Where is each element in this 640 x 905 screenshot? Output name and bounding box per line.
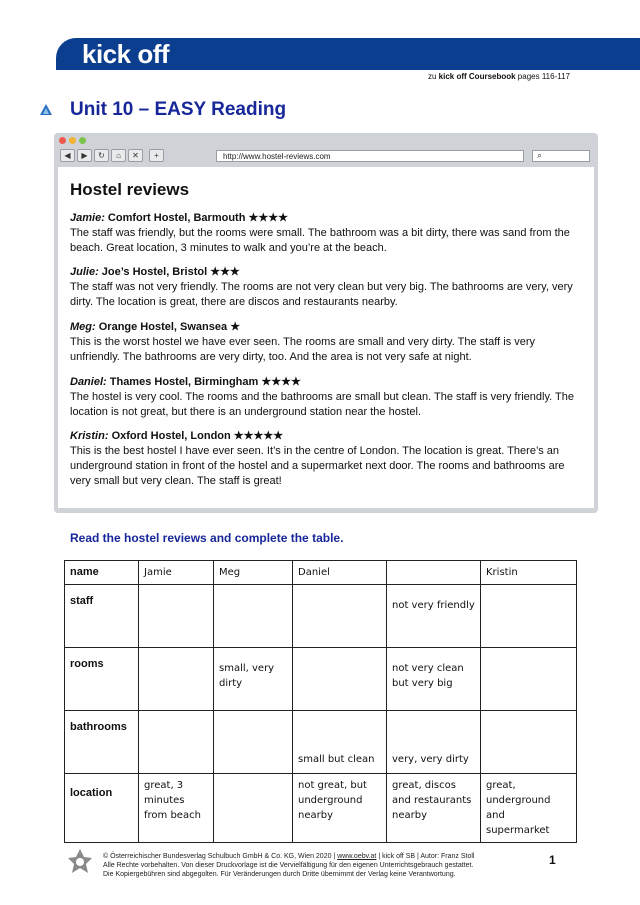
review-daniel: Daniel: Thames Hostel, Birmingham ★★★★ The hostel is very cool. The rooms and the bathrooms are small but clean. The staff is very friendly. The location is not great, but there is an underground station near the hostel. [70,376,575,418]
table-cell: great, underground and supermarket [481,774,577,843]
table-row [65,711,577,774]
review-jamie: Jamie: Comfort Hostel, Barmouth ★★★★ The staff was friendly, but the rooms were small. The bathroom was a bit dirty, there was sand from the beach. Great location, 3 minutes to walk and you’re at the beach. [70,212,570,254]
table-header-cell: Daniel [293,561,387,585]
table-row [65,648,577,711]
table-row [65,774,577,843]
table-header-row [65,561,577,585]
review-table [64,560,577,843]
review-kristin: Kristin: Oxford Hostel, London ★★★★★ This is the best hostel I have ever seen. It’s in the centre of London. The location is great. There’s an underground station in front of the hostel and a supermarket next door. The rooms and bathrooms are very small but very clean. The staff is great! [70,430,565,487]
reload-icon[interactable]: ↻ [94,149,109,162]
table-cell[interactable] [214,711,293,774]
browser-nav-buttons [60,149,164,162]
minimize-window-icon[interactable] [69,137,76,144]
table-header-cell: Meg [214,561,293,585]
star-rating: ★★★★★ [233,430,284,442]
add-tab-icon[interactable]: + [149,149,164,162]
home-icon[interactable]: ⌂ [111,149,126,162]
table-cell[interactable] [139,648,214,711]
table-cell[interactable] [139,711,214,774]
table-cell: great, 3 minutes from beach [139,774,214,843]
url-text: http://www.hostel-reviews.com [223,152,331,161]
table-cell[interactable] [139,585,214,648]
review-meg: Meg: Orange Hostel, Swansea ★ This is the worst hostel we have ever seen. The rooms are small and very dirty. The staff is very unfriendly. The bathrooms are very dirty, too. And the area is not very safe at night. [70,321,536,363]
table-cell: not great, but underground nearby [293,774,387,843]
back-icon[interactable]: ◀ [60,149,75,162]
row-label: location [65,774,139,843]
table-cell: not very friendly [387,585,481,648]
page-number: 1 [549,853,556,867]
triangle-logo-icon [40,104,52,116]
maximize-window-icon[interactable] [79,137,86,144]
table-cell[interactable] [481,648,577,711]
table-cell: small but clean [293,711,387,774]
table-cell[interactable] [293,648,387,711]
star-rating: ★★★★ [261,376,301,388]
footer-legal: © Österreichischer Bundesverlag Schulbuch GmbH & Co. KG, Wien 2020 | www.oebv.at | kick off SB | Autor: Franz Stoll Alle Rechte vorbehalten. Von dieser Druckvorlage ist die Vervielfältigung für den eigenen Unterrichtsgebrauch gestattet. Die Kopiergebühren sind abgegolten. Für Veränderungen durch Dritte übernimmt der Verlag keine Verantwortung. [103,853,475,878]
table-header-cell[interactable] [387,561,481,585]
search-icon: ⌕ [537,150,543,160]
table-row [65,585,577,648]
table-cell[interactable] [481,711,577,774]
table-header-cell: Kristin [481,561,577,585]
table-cell[interactable] [214,774,293,843]
page-title: Unit 10 – EASY Reading [70,99,287,120]
star-rating: ★★★★ [248,212,288,224]
table-cell: great, discos and restaurants nearby [387,774,481,843]
publisher-link[interactable]: www.oebv.at [337,853,377,860]
publisher-logo-icon [67,848,93,874]
table-cell[interactable] [481,585,577,648]
article-title: Hostel reviews [70,180,190,199]
forward-icon[interactable]: ▶ [77,149,92,162]
window-controls [59,137,86,144]
kick-off-logo: kick off [82,39,170,69]
row-label: staff [65,585,139,648]
coursebook-reference: zu kick off Coursebook pages 116-117 [428,72,570,81]
table-cell[interactable] [293,585,387,648]
row-label: bathrooms [65,711,139,774]
table-cell[interactable] [214,585,293,648]
header-banner [56,38,640,70]
url-bar[interactable] [216,150,524,162]
review-julie: Julie: Joe’s Hostel, Bristol ★★★ The staff was not very friendly. The rooms are not very clean but very big. The bathrooms are very, very dirty. The location is great, there are discos and restaurants nearby. [70,266,573,308]
star-rating: ★ [230,321,241,333]
browser-window [54,133,598,513]
close-icon[interactable]: ✕ [128,149,143,162]
table-header-cell: name [65,561,139,585]
search-input[interactable] [532,150,590,162]
table-cell: not very clean but very big [387,648,481,711]
task-instruction: Read the hostel reviews and complete the table. [70,531,344,545]
web-page-content [58,167,594,508]
star-rating: ★★★ [210,266,240,278]
row-label: rooms [65,648,139,711]
close-window-icon[interactable] [59,137,66,144]
table-cell: very, very dirty [387,711,481,774]
table-header-cell: Jamie [139,561,214,585]
table-cell: small, very dirty [214,648,293,711]
